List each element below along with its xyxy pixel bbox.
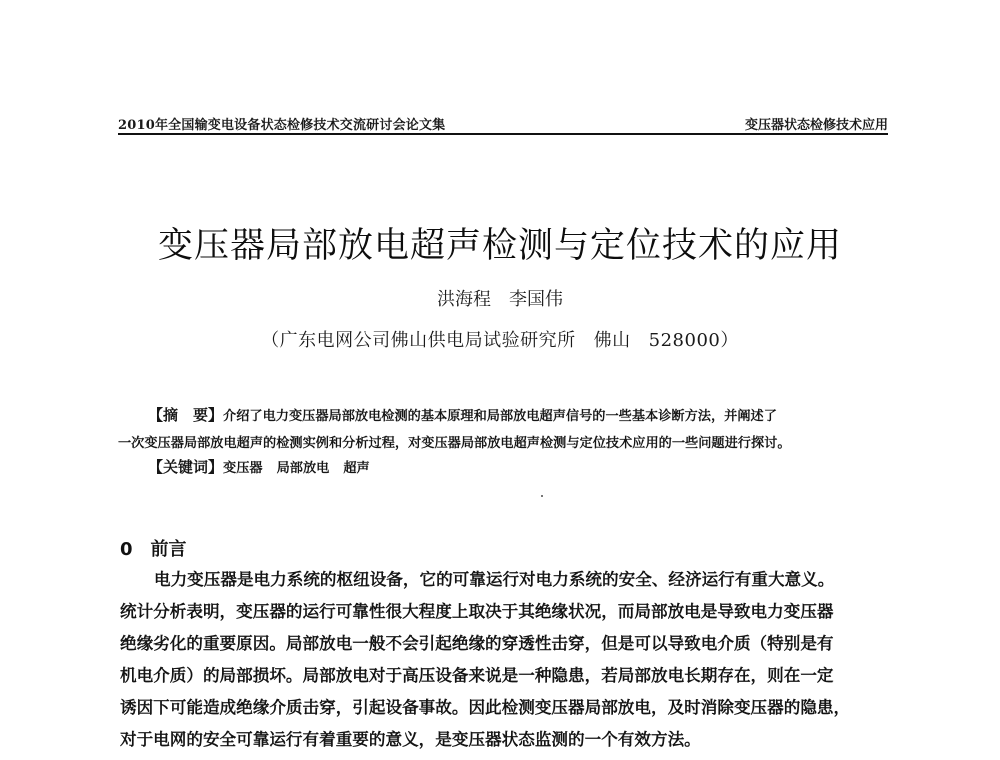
- paper-title: 变压器局部放电超声检测与定位技术的应用: [157, 226, 842, 267]
- affiliation-org: 广东电网公司佛山供电局试验研究所: [279, 330, 576, 351]
- abstract-text: 介绍了电力变压器局部放电检测的基本原理和局部放电超声信号的一些基本诊断方法，并阐述了: [223, 409, 777, 424]
- affiliation-close-paren: ）: [720, 330, 739, 351]
- body-line: 对于电网的安全可靠运行有着重要的意义，是变压器状态监测的一个有效方法。: [120, 729, 701, 749]
- body-line: 机电介质）的局部损坏。局部放电对于高压设备来说是一种隐患，若局部放电长期存在，则在一定: [120, 665, 834, 685]
- section-heading: [120, 535, 187, 561]
- author-list: [0, 285, 1000, 311]
- header-rule: [118, 133, 888, 135]
- section-number: 0: [120, 538, 133, 560]
- section-title: 前言: [150, 538, 187, 560]
- affiliation-open-paren: （: [261, 330, 280, 351]
- section-body: [120, 563, 890, 755]
- running-header-proceedings: 2010年全国输变电设备状态检修技术交流研讨会论文集: [118, 118, 446, 133]
- running-header: [118, 112, 888, 134]
- running-header-section: 变压器状态检修技术应用: [744, 118, 888, 133]
- keywords-label: 【关键词】: [148, 458, 224, 476]
- abstract-line: [118, 402, 888, 430]
- body-line: 诱因下可能造成绝缘介质击穿，引起设备事故。因此检测变压器局部放电，及时消除变压器的隐患，: [120, 697, 851, 717]
- affiliation-city: 佛山: [593, 330, 631, 351]
- author-name: 洪海程: [437, 289, 491, 310]
- keywords: [148, 456, 384, 477]
- abstract-line: 一次变压器局部放电超声的检测实例和分析过程，对变压器局部放电超声检测与定位技术应用的一些问题进行探讨。: [118, 436, 791, 451]
- abstract-label: 【摘 要】: [148, 406, 224, 424]
- keyword: 超声: [343, 461, 370, 476]
- body-line: 绝缘劣化的重要原因。局部放电一般不会引起绝缘的穿透性击穿，但是可以导致电介质（特别是有: [120, 633, 834, 653]
- abstract: [118, 402, 888, 457]
- keyword: 变压器: [223, 461, 263, 476]
- affiliation: [0, 326, 1000, 352]
- scan-artifact-dot: [541, 495, 543, 497]
- body-line: 统计分析表明，变压器的运行可靠性很大程度上取决于其绝缘状况，而局部放电是导致电力变压器: [120, 601, 834, 621]
- affiliation-postcode: 528000: [648, 330, 721, 351]
- body-line: 电力变压器是电力系统的枢纽设备，它的可靠运行对电力系统的安全、经济运行有重大意义。: [154, 569, 835, 589]
- keyword: 局部放电: [276, 461, 330, 476]
- author-name: 李国伟: [509, 289, 563, 310]
